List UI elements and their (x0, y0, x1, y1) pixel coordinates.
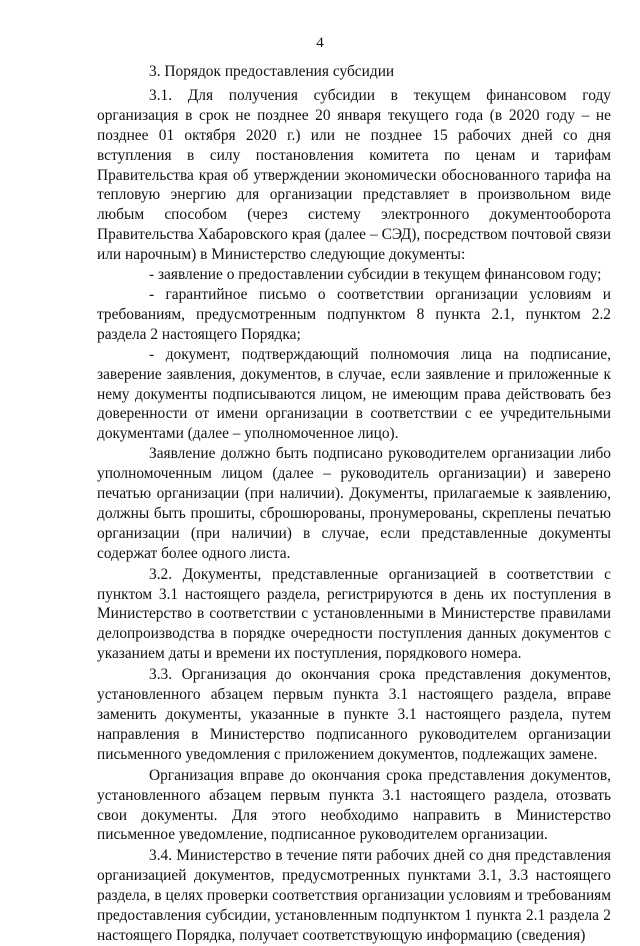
document-body (97, 62, 611, 946)
paragraph-3-4: 3.4. Министерство в течение пяти рабочих дней со дня представления организацией документов, предусмотренных пунктами 3.1, 3.3 настоящего раздела, в целях проверки соответствия организации условиям и требованиям предоставления субсидии, установленным подпунктом 1 пункта 2.1 раздела 2 настоящего Порядка, получает соответствующую информацию (сведения) (97, 847, 611, 944)
paragraph-3-1: 3.1. Для получения субсидии в текущем финансовом году организация в срок не позднее 20 января текущего года (в 2020 году – не позднее 01 октября 2020 г.) или не позднее 15 рабочих дней со дня вступления в силу постановления комитета по ценам и тарифам Правительства края об утверждении экономически обоснованного тарифа на тепловую энергию для организации представляет в произвольном виде любым способом (через систему электронного документооборота Правительства Хабаровского края (далее – СЭД), посредством почтовой связи или нарочным) в Министерство следующие документы: (97, 86, 611, 264)
page-number: 4 (316, 35, 324, 51)
paragraph-withdrawal: Организация вправе до окончания срока представления документов, установленного абзацем первым пункта 3.1 настоящего раздела, отозвать свои документы. Для этого необходимо направить в Министерство письменное уведомление, подписанное руководителем организации. (97, 766, 611, 844)
paragraph-signature-requirements: Заявление должно быть подписано руководителем организации либо уполномоченным лицом (далее – руководитель организации) и заверено печатью организации (при наличии). Документы, прилагаемые к заявлению, должны быть прошиты, сброшюрованы, пронумерованы, скреплены печатью организации (при наличии) в случае, если представленные документы содержат более одного листа. (97, 445, 611, 562)
list-item-authority-document: - документ, подтверждающий полномочия лица на подписание, заверение заявления, документов, в случае, если заявление и приложенные к нему документы подписываются лицом, не имеющим права действовать без доверенности от имени организации в соответствии с ее учредительными документами (далее – уполномоченное лицо). (97, 345, 611, 443)
list-item-application: - заявление о предоставлении субсидии в текущем финансовом году; (149, 266, 602, 284)
paragraph-3-2: 3.2. Документы, представленные организацией в соответствии с пунктом 3.1 настоящего раздела, регистрируются в день их поступления в Министерство в соответствии с установленными в Министерстве правилами делопроизводства в порядке очередности поступления данных документов с указанием даты и времени их поступления, порядкового номера. (97, 565, 611, 663)
section-heading: 3. Порядок предоставления субсидии (149, 63, 395, 80)
list-item-guarantee-letter: - гарантийное письмо о соответствии организации условиям и требованиям, предусмотренным подпунктом 8 пункта 2.1, пунктом 2.2 раздела 2 настоящего Порядка; (97, 285, 611, 343)
paragraph-3-3: 3.3. Организация до окончания срока представления документов, установленного абзацем первым пункта 3.1 настоящего раздела, вправе заменить документы, указанные в пункте 3.1 настоящего раздела, путем направления в Министерство подписанного руководителем организации письменного уведомления с приложением документов, подлежащих замене. (97, 666, 611, 763)
